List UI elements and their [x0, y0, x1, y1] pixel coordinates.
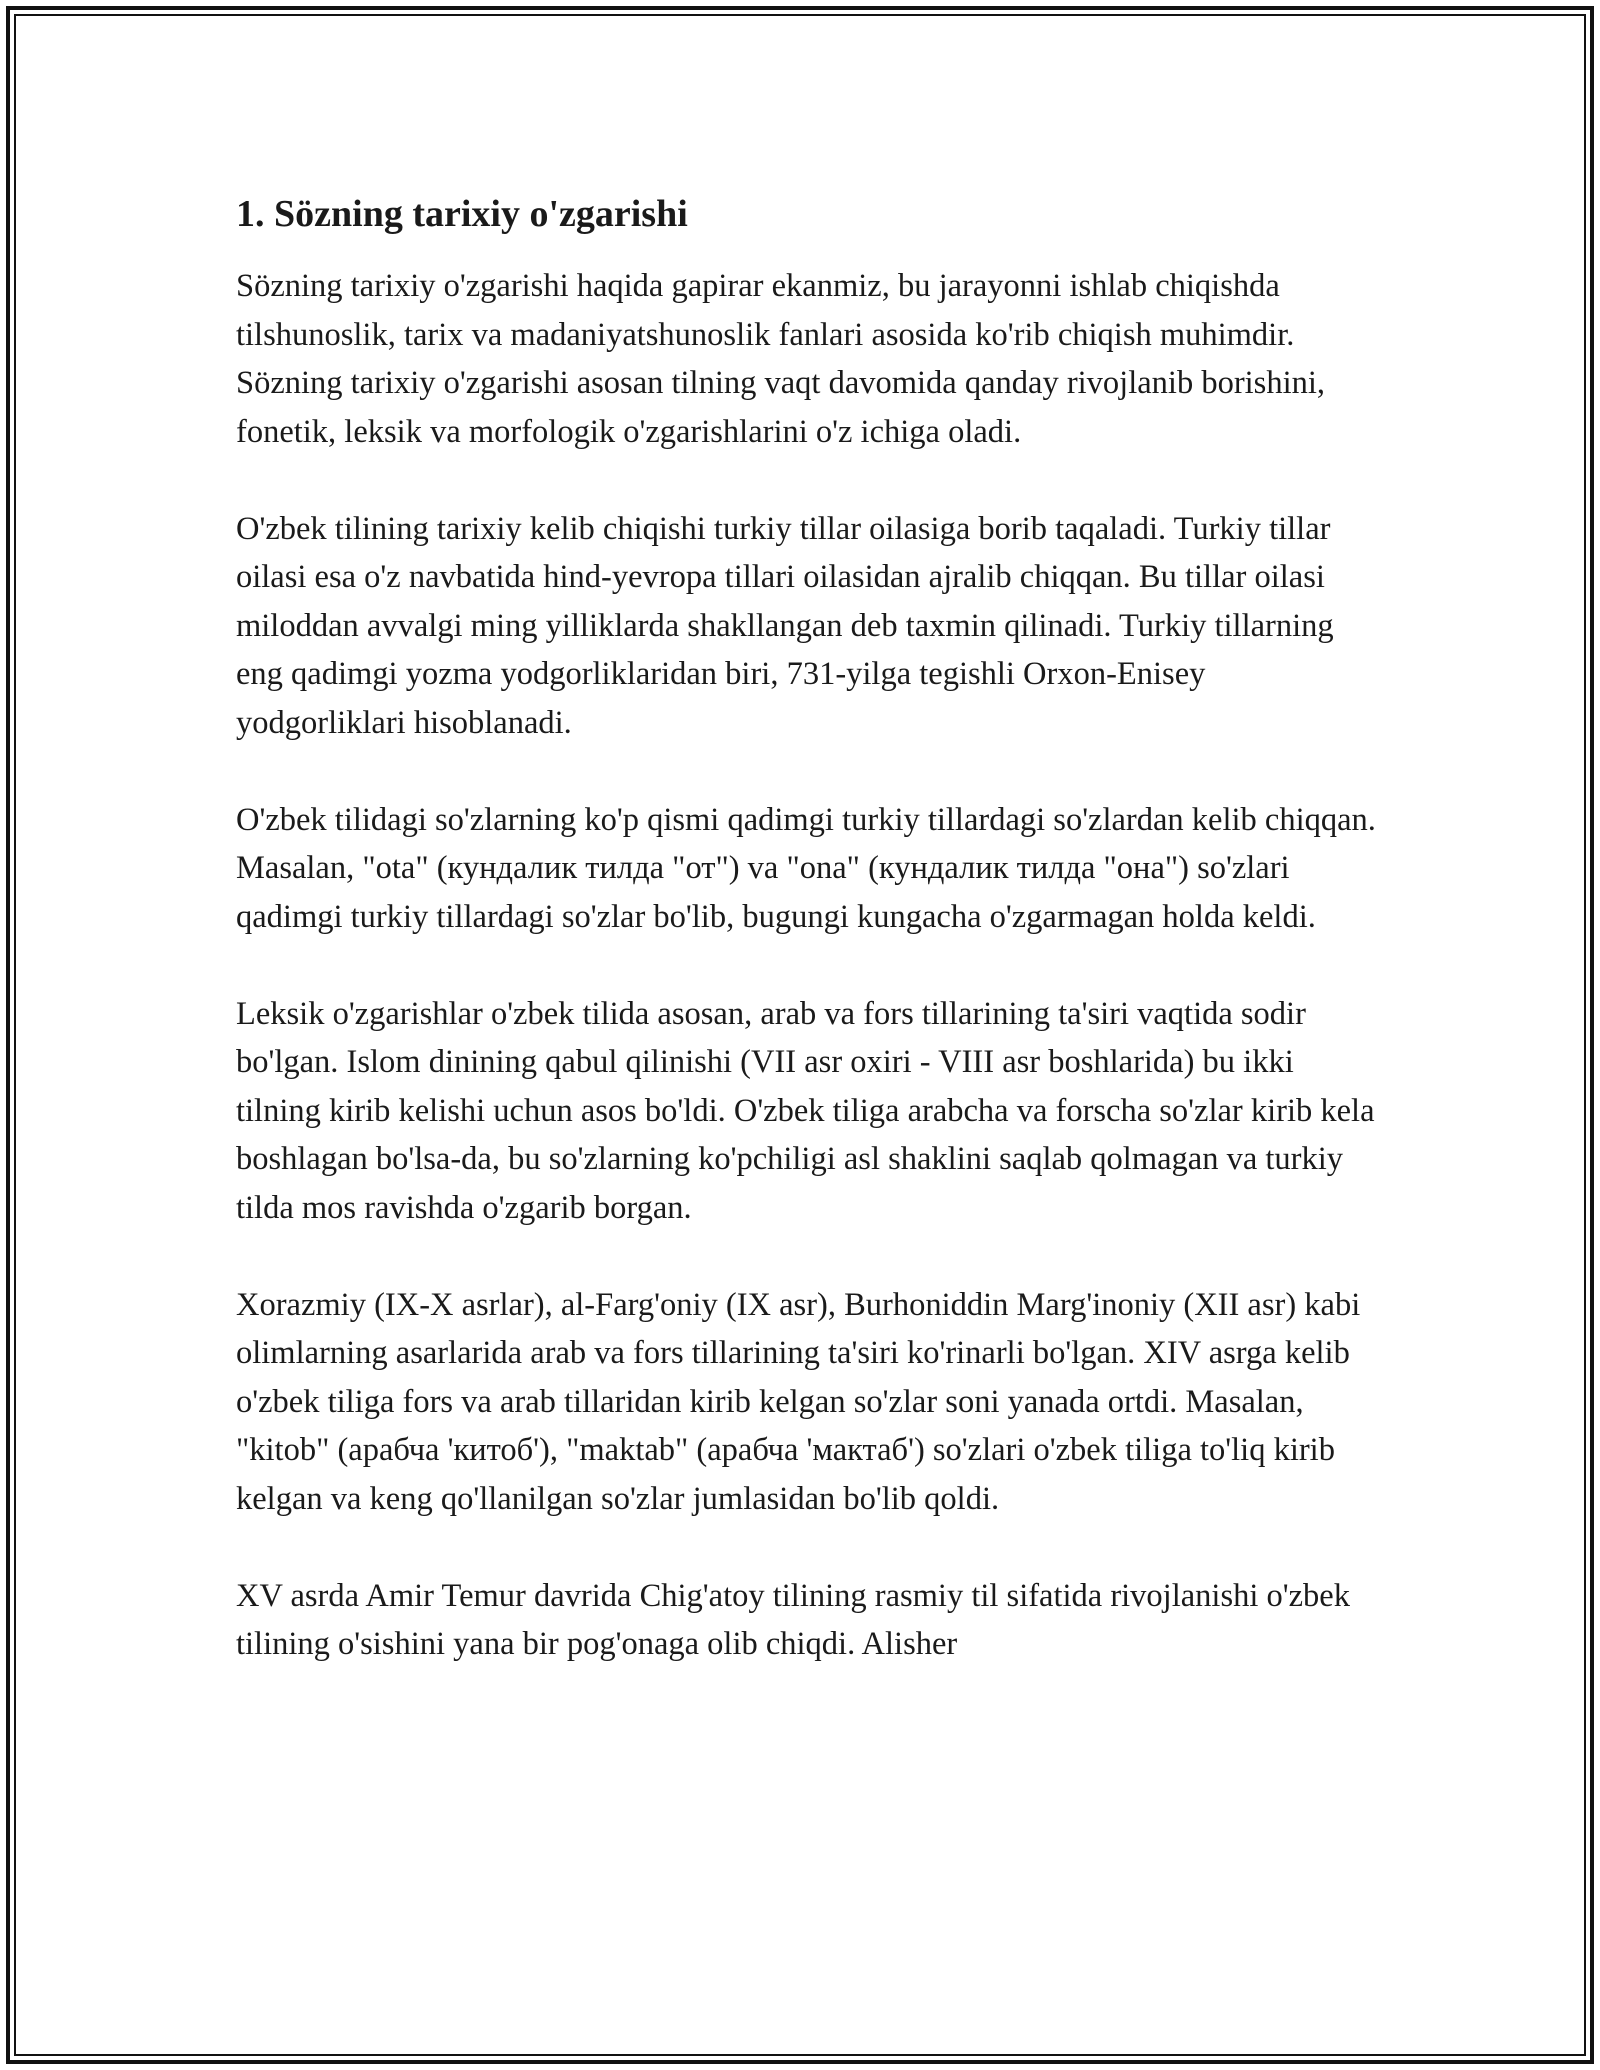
paragraph-6: XV asrda Amir Temur davrida Chig'atoy tilining rasmiy til sifatida rivojlanishi o'zbek tilining o'sishini yana bir pog'onaga olib chiqdi. Alisher [236, 1577, 1350, 1662]
paragraph-1: Sözning tarixiy o'zgarishi haqida gapirar ekanmiz, bu jarayonni ishlab chiqishda tilshunoslik, tarix va madaniyatshunoslik fanlari asosida ko'rib chiqish muhimdir. Sözning tarixiy o'zgarishi asosan tilning vaqt davomida qanday rivojlanib borishini, fonetik, leksik va morfologik o'zgarishlarini o'z ichiga oladi. [236, 268, 1326, 450]
document-body [236, 188, 1376, 1717]
section-heading: 1. Sözning tarixiy o'zgarishi [236, 193, 688, 235]
paragraph-4: Leksik o'zgarishlar o'zbek tilida asosan, arab va fors tillarining ta'siri vaqtida sodir bo'lgan. Islom dinining qabul qilinishi (VII asr oxiri - VIII asr boshlarida) bu ikki tilning kirib kelishi uchun asos bo'ldi. O'zbek tiliga arabcha va forscha so'zlar kirib kela boshlagan bo'lsa-da, bu so'zlarning ko'pchiligi asl shaklini saqlab qolmagan va turkiy tilda mos ravishda o'zgarib borgan. [236, 995, 1375, 1226]
paragraph-3: O'zbek tilidagi so'zlarning ko'p qismi qadimgi turkiy tillardagi so'zlardan kelib chiqqan. Masalan, "ota" (кундалик тилда "от") va "ona" (кундалик тилда "она") so'zlari qadimgi turkiy tillardagi so'zlar bo'lib, bugungi kungacha o'zgarmagan holda keldi. [236, 801, 1376, 935]
paragraph-2: O'zbek tilining tarixiy kelib chiqishi turkiy tillar oilasiga borib taqaladi. Turkiy tillar oilasi esa o'z navbatida hind-yevropa tillari oilasidan ajralib chiqqan. Bu tillar oilasi miloddan avvalgi ming yilliklarda shakllangan deb taxmin qilinadi. Turkiy tillarning eng qadimgi yozma yodgorliklaridan biri, 731-yilga tegishli Orxon-Enisey yodgorliklari hisoblanadi. [236, 510, 1334, 741]
paragraph-5: Xorazmiy (IX-X asrlar), al-Farg'oniy (IX asr), Burhoniddin Marg'inoniy (XII asr) kabi olimlarning asarlarida arab va fors tillarining ta'siri ko'rinarli bo'lgan. XIV asrga kelib o'zbek tiliga fors va arab tillaridan kirib kelgan so'zlar soni yanada ortdi. Masalan, "kitob" (арабча 'китоб'), "maktab" (арабча 'мактаб') so'zlari o'zbek tiliga to'liq kirib kelgan va keng qo'llanilgan so'zlar jumlasidan bo'lib qoldi. [236, 1286, 1361, 1517]
